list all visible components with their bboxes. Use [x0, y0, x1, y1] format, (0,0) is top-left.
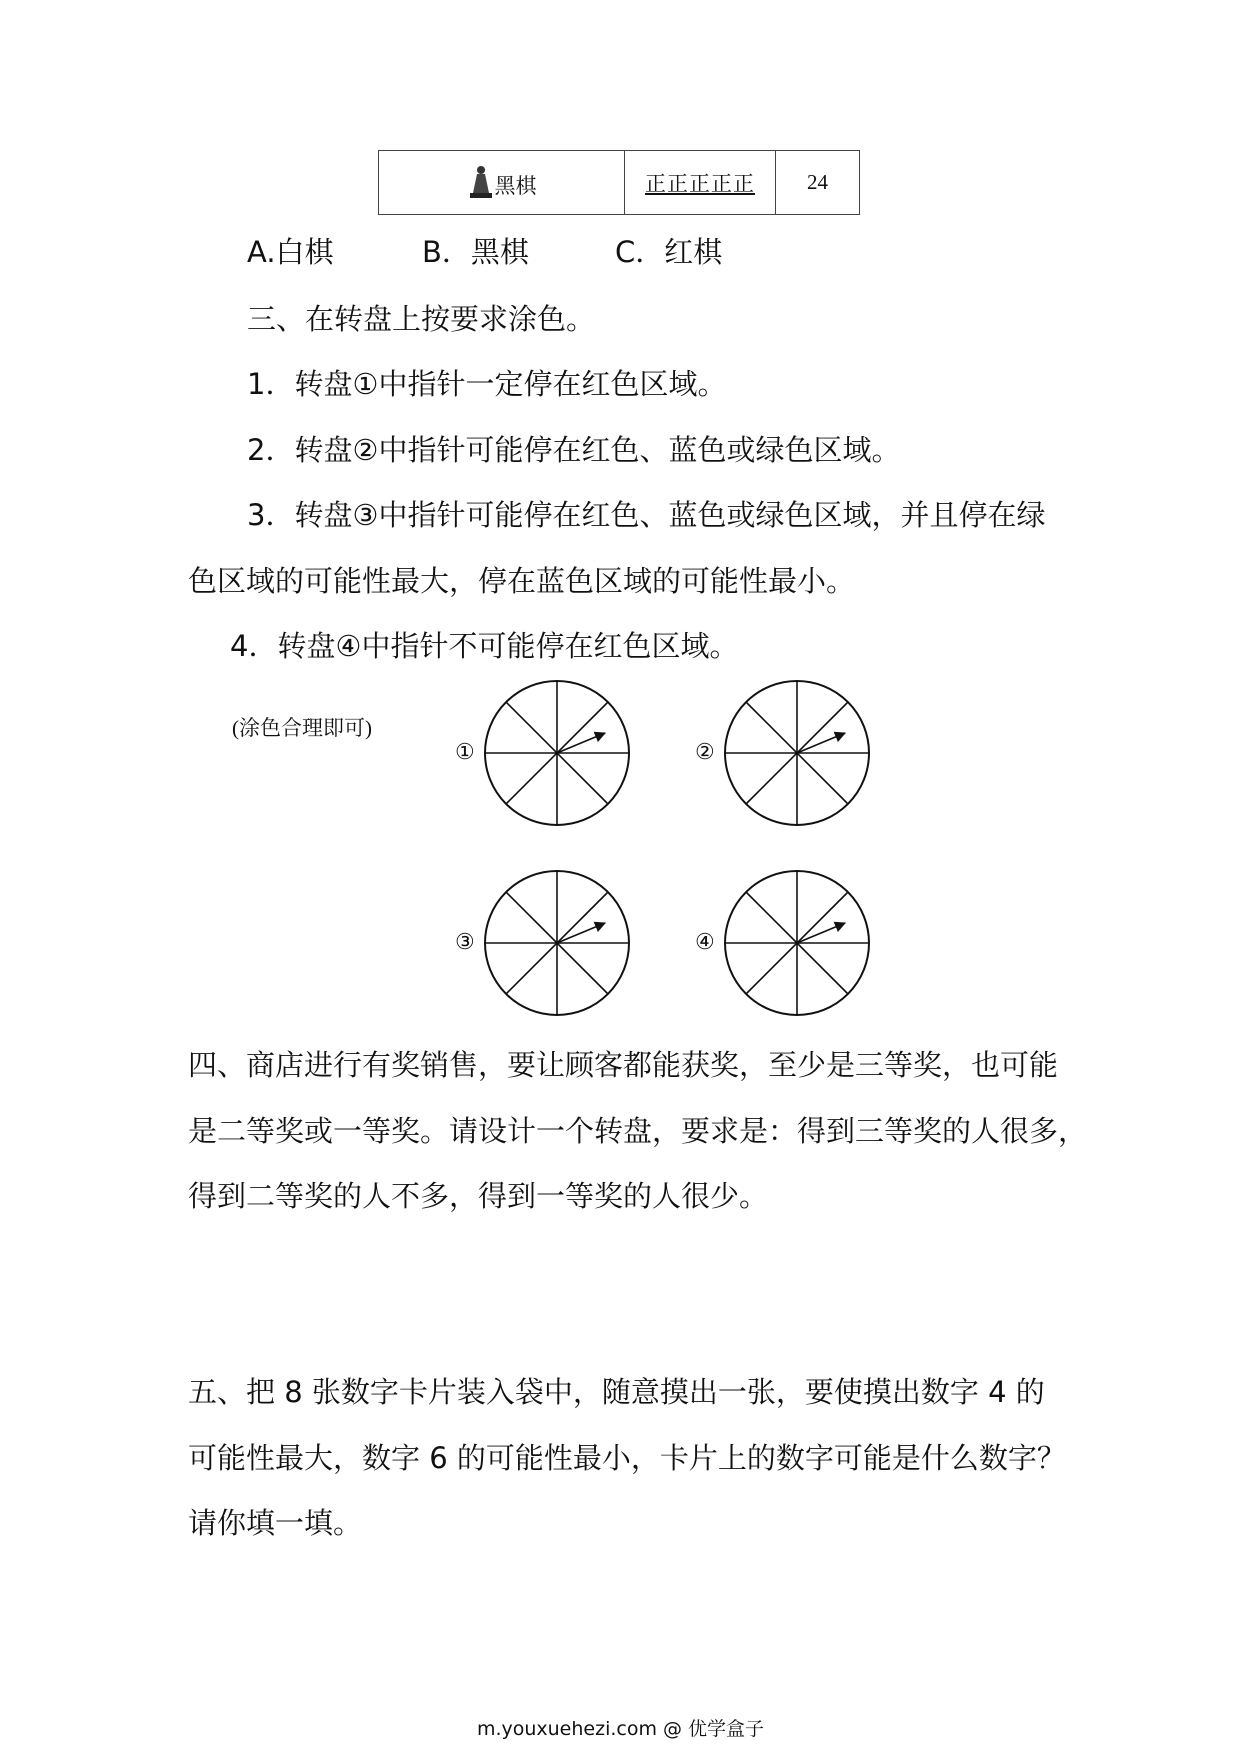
spinner-2-label: ② — [695, 739, 715, 764]
tally-cell — [625, 151, 776, 215]
count-cell: 24 — [776, 151, 860, 215]
option-a: A.白棋 — [247, 235, 334, 269]
section5-line3: 请你填一填。 — [188, 1506, 363, 1540]
section4-line1: 四、商店进行有奖销售，要让顾客都能获奖，至少是三等奖，也可能 — [188, 1048, 1059, 1082]
section4-line3: 得到二等奖的人不多，得到一等奖的人很少。 — [188, 1179, 769, 1213]
spinner-1 — [485, 681, 629, 825]
section3-title: 三、在转盘上按要求涂色。 — [247, 302, 596, 336]
table-row — [379, 151, 860, 215]
answer-note: (涂色合理即可) — [232, 716, 372, 740]
section3-item4: 4．转盘④中指针不可能停在红色区域。 — [230, 629, 739, 663]
spinner-1-label: ① — [455, 739, 475, 764]
piece-label: 黑棋 — [494, 174, 537, 198]
section5-line1: 五、把 8 张数字卡片装入袋中，随意摸出一张，要使摸出数字 4 的 — [188, 1375, 1045, 1409]
spinner-2 — [725, 681, 869, 825]
section3-item2: 2．转盘②中指针可能停在红色、蓝色或绿色区域。 — [247, 433, 901, 467]
section3-item3-line1: 3．转盘③中指针可能停在红色、蓝色或绿色区域，并且停在绿 — [247, 498, 1046, 532]
section3-item1: 1．转盘①中指针一定停在红色区域。 — [247, 367, 727, 401]
spinner-4-label: ④ — [695, 929, 715, 954]
spinner-4 — [725, 871, 869, 1015]
option-c: C．红棋 — [615, 235, 723, 269]
tally-marks: 正正正正正 — [645, 171, 755, 196]
spinner-diagram — [440, 680, 890, 1020]
section5-line2: 可能性最大，数字 6 的可能性最小，卡片上的数字可能是什么数字？ — [188, 1441, 1066, 1475]
tally-table — [378, 150, 860, 215]
chess-piece-icon — [467, 165, 495, 199]
section3-item3-line2: 色区域的可能性最大，停在蓝色区域的可能性最小。 — [188, 564, 856, 598]
spinner-3-label: ③ — [455, 929, 475, 954]
option-b: B．黑棋 — [422, 235, 529, 269]
footer-watermark: m.youxuehezi.com @ 优学盒子 — [476, 1718, 765, 1740]
piece-cell — [379, 151, 625, 215]
spinner-3 — [485, 871, 629, 1015]
section4-line2: 是二等奖或一等奖。请设计一个转盘，要求是：得到三等奖的人很多， — [188, 1114, 1088, 1148]
